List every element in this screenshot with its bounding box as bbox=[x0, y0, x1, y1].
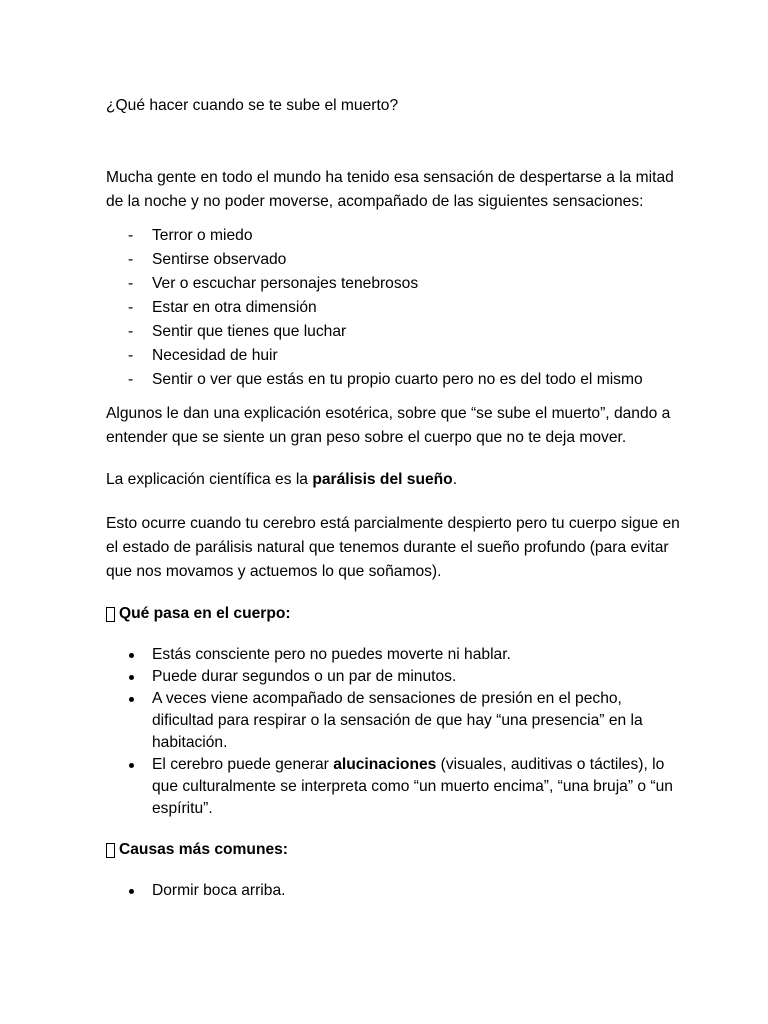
dash-marker: - bbox=[128, 275, 134, 292]
list-item-text-start: El cerebro puede generar bbox=[152, 756, 334, 773]
missing-emoji-icon bbox=[106, 843, 115, 858]
scientific-end: . bbox=[452, 471, 458, 488]
list-item-text: Dormir boca arriba. bbox=[152, 882, 286, 899]
list-item bbox=[106, 688, 686, 754]
causes-list bbox=[106, 880, 686, 902]
list-item bbox=[106, 272, 686, 296]
causes-section-heading-text: Causas más comunes: bbox=[119, 841, 289, 858]
list-item-text-end: (visuales, auditivas o táctiles), lo que culturalmente se interpreta como “un muerto encima”, “una bruja” o “un espíritu”. bbox=[152, 756, 673, 817]
list-item-text: Estás consciente pero no puedes moverte ni hablar. bbox=[152, 646, 511, 663]
list-item-text: Ver o escuchar personajes tenebrosos bbox=[152, 275, 419, 292]
missing-emoji-icon bbox=[106, 607, 115, 622]
list-item bbox=[106, 666, 686, 688]
scientific-text: La explicación científica es la bbox=[106, 471, 313, 488]
dash-marker: - bbox=[128, 347, 134, 364]
list-item-text: A veces viene acompañado de sensaciones de presión en el pecho, dificultad para respirar o la sensación de que hay “una presencia” en la habitación. bbox=[152, 690, 643, 751]
bullet-icon bbox=[129, 675, 134, 680]
list-item bbox=[106, 296, 686, 320]
bullet-icon bbox=[129, 697, 134, 702]
list-item bbox=[106, 344, 686, 368]
list-item-text: Sentir que tienes que luchar bbox=[152, 323, 347, 340]
document-page bbox=[106, 94, 686, 920]
scientific-term: parálisis del sueño bbox=[312, 471, 453, 488]
causes-section-heading bbox=[106, 838, 686, 862]
dash-marker: - bbox=[128, 251, 134, 268]
list-item-text: Necesidad de huir bbox=[152, 347, 278, 364]
bullet-icon bbox=[129, 889, 134, 894]
body-effects-list bbox=[106, 644, 686, 820]
dash-marker: - bbox=[128, 299, 134, 316]
list-item bbox=[106, 754, 686, 820]
list-item bbox=[106, 248, 686, 272]
list-item-text: Sentir o ver que estás en tu propio cuarto pero no es del todo el mismo bbox=[152, 371, 643, 388]
intro-paragraph: Mucha gente en todo el mundo ha tenido esa sensación de despertarse a la mitad de la noche y no poder moverse, acompañado de las siguientes sensaciones: bbox=[106, 169, 674, 210]
list-item bbox=[106, 368, 686, 392]
dash-marker: - bbox=[128, 227, 134, 244]
hallucinations-term: alucinaciones bbox=[333, 756, 437, 773]
dash-marker: - bbox=[128, 371, 134, 388]
body-section-heading-text: Qué pasa en el cuerpo: bbox=[119, 605, 291, 622]
list-item-text: Sentirse observado bbox=[152, 251, 287, 268]
bullet-icon bbox=[129, 653, 134, 658]
list-item bbox=[106, 644, 686, 666]
scientific-paragraph bbox=[106, 468, 686, 492]
dash-marker: - bbox=[128, 323, 134, 340]
esoteric-paragraph: Algunos le dan una explicación esotérica, sobre que “se sube el muerto”, dando a entender que se siente un gran peso sobre el cuerpo que no te deja mover. bbox=[106, 405, 671, 446]
bullet-icon bbox=[129, 763, 134, 768]
list-item-text: Puede durar segundos o un par de minutos. bbox=[152, 668, 457, 685]
list-item-text: Estar en otra dimensión bbox=[152, 299, 317, 316]
brain-paragraph: Esto ocurre cuando tu cerebro está parcialmente despierto pero tu cuerpo sigue en el estado de parálisis natural que tenemos durante el sueño profundo (para evitar que nos movamos y actuemos lo que soñamos). bbox=[106, 515, 680, 580]
document-title: ¿Qué hacer cuando se te sube el muerto? bbox=[106, 97, 399, 114]
symptom-list bbox=[106, 224, 686, 392]
list-item-text bbox=[152, 756, 673, 817]
list-item-text: Terror o miedo bbox=[152, 227, 253, 244]
body-section-heading bbox=[106, 602, 686, 626]
list-item bbox=[106, 224, 686, 248]
list-item bbox=[106, 320, 686, 344]
list-item bbox=[106, 880, 686, 902]
